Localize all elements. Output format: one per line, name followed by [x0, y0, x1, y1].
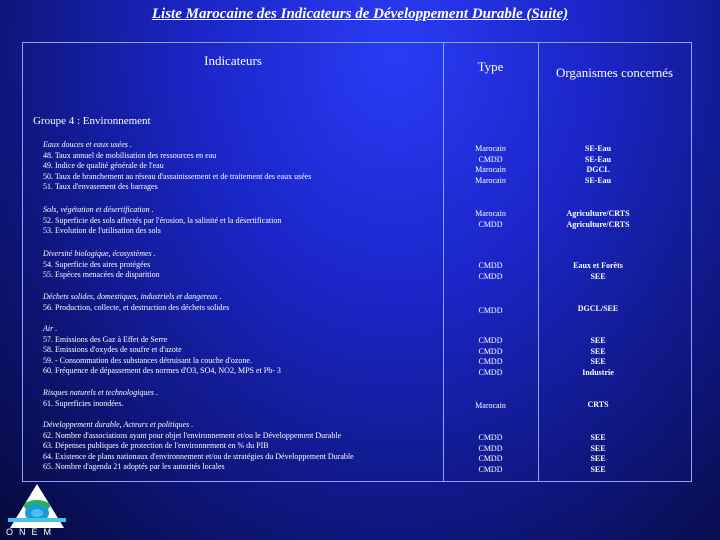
org-value: Agriculture/CRTS — [566, 219, 630, 229]
org-value: SEE — [590, 346, 606, 356]
org-value: SE-Eau — [584, 175, 612, 185]
section-sols — [43, 205, 281, 237]
type-value: Marocain — [475, 209, 506, 218]
type-value: Marocain — [475, 401, 506, 410]
logo-inner-circle — [31, 509, 43, 517]
org-value: SEE — [590, 357, 606, 366]
indicator-item: 57. Emissions des Gaz à Effet de Serre — [43, 334, 168, 344]
section-head: Air . — [43, 324, 58, 333]
page-title: Liste Marocaine des Indicateurs de Développement Durable (Suite) — [151, 6, 569, 22]
indicator-item: 65. Nombre d'agenda 21 adoptés par les autorités locales — [43, 462, 225, 471]
indicator-item: 60. Fréquence de dépassement des normes d'O3, SO4, NO2, MPS et Pb- 3 — [43, 366, 281, 375]
section-developpement — [43, 420, 354, 473]
types-eaux — [443, 144, 538, 186]
orgs-diversite — [538, 261, 658, 282]
type-value: CMDD — [478, 261, 503, 270]
types-developpement — [443, 433, 538, 475]
type-value: Marocain — [475, 175, 506, 185]
type-value: CMDD — [478, 219, 503, 229]
header-indicateurs: Indicateurs — [204, 53, 262, 68]
type-value: CMDD — [478, 357, 503, 366]
header-type: Type — [477, 59, 504, 74]
orgs-risques — [538, 400, 658, 411]
org-value: SE-Eau — [584, 144, 612, 153]
indicator-item: 48. Taux annuel de mobilisation des ressources en eau — [43, 150, 217, 160]
type-value: CMDD — [478, 271, 503, 281]
type-value: Marocain — [475, 144, 506, 153]
section-risques — [43, 388, 158, 409]
indicator-item: 54. Superficie des aires protégées — [43, 259, 151, 269]
indicator-item: 58. Emissions d'oxydes de soufre et d'azote — [43, 345, 182, 354]
indicator-item: 55. Espèces menacées de disparition — [43, 270, 160, 279]
section-dechets — [43, 292, 229, 313]
section-diversite — [43, 249, 160, 281]
type-value: CMDD — [478, 306, 503, 315]
org-value: Agriculture/CRTS — [566, 209, 630, 218]
org-value: SEE — [590, 443, 606, 453]
indicators-table — [22, 42, 692, 482]
group-label: Groupe 4 : Environnement — [33, 115, 151, 127]
type-value: CMDD — [478, 336, 503, 345]
type-value: CMDD — [478, 443, 503, 453]
section-head: Risques naturels et technologiques . — [43, 388, 159, 397]
type-value: Marocain — [475, 165, 506, 174]
section-eaux — [43, 140, 311, 193]
indicator-item: 63. Dépenses publiques de protection de l'environnement en % du PIB — [43, 441, 269, 450]
indicator-item: 59. - Consommation des substances détruisant la couche d'ozone. — [43, 355, 252, 365]
indicator-item: 62. Nombre d'associations ayant pour objet l'environnement et/ou le Développement Durable — [43, 430, 342, 440]
org-value: SEE — [590, 464, 606, 474]
type-value: CMDD — [478, 367, 503, 377]
section-head: Déchets solides, domestiques, industriels et dangereux . — [43, 292, 222, 301]
type-value: CMDD — [478, 346, 503, 356]
type-value: CMDD — [478, 154, 503, 164]
type-value: CMDD — [478, 433, 503, 442]
logo-stripe — [8, 518, 66, 522]
org-value: SEE — [590, 336, 606, 345]
indicator-item: 51. Taux d'envasement des barrages — [43, 182, 158, 191]
org-value: Eaux et Forêts — [573, 261, 623, 270]
section-head: Diversité biologique, écosystèmes . — [43, 249, 156, 258]
types-risques — [443, 401, 538, 412]
orgs-sols — [538, 209, 658, 230]
section-head: Eaux douces et eaux usées . — [43, 140, 132, 149]
orgs-eaux — [538, 144, 658, 186]
indicator-item: 64. Existence de plans nationaux d'environnement et/ou de stratégies du Développement Durable — [43, 451, 354, 461]
indicator-item: 56. Production, collecte, et destruction des déchets solides — [43, 302, 230, 312]
org-value: SE-Eau — [584, 154, 612, 164]
types-dechets — [443, 306, 538, 317]
org-value: CRTS — [587, 400, 609, 409]
org-value: DGCL — [586, 165, 610, 174]
indicator-item: 52. Superficie des sols affectés par l'érosion, la salinité et la désertification — [43, 215, 282, 225]
orgs-air — [538, 336, 658, 378]
types-diversite — [443, 261, 538, 282]
header-organismes: Organismes concernés — [555, 65, 674, 80]
indicator-item: 61. Superficies inondées. — [43, 398, 124, 408]
type-value: CMDD — [478, 464, 503, 474]
indicator-item: 49. Indice de qualité générale de l'eau — [43, 161, 164, 170]
type-value: CMDD — [478, 454, 503, 463]
indicator-item: 53. Evolution de l'utilisation des sols — [43, 226, 161, 235]
org-value: DGCL/SEE — [577, 304, 619, 313]
org-value: SEE — [590, 271, 606, 281]
logo-text: ONEM — [6, 527, 57, 537]
types-sols — [443, 209, 538, 230]
section-air — [43, 324, 281, 377]
orgs-dechets — [538, 304, 658, 315]
types-air — [443, 336, 538, 378]
indicator-item: 50. Taux de branchement au réseau d'assainissement et de traitement des eaux usées — [43, 171, 312, 181]
org-value: Industrie — [582, 367, 614, 377]
section-head: Sols, végétation et désertification . — [43, 205, 154, 214]
orgs-developpement — [538, 433, 658, 475]
section-head: Développement durable, Acteurs et politiques . — [43, 420, 194, 429]
org-value: SEE — [590, 433, 606, 442]
org-value: SEE — [590, 454, 606, 463]
